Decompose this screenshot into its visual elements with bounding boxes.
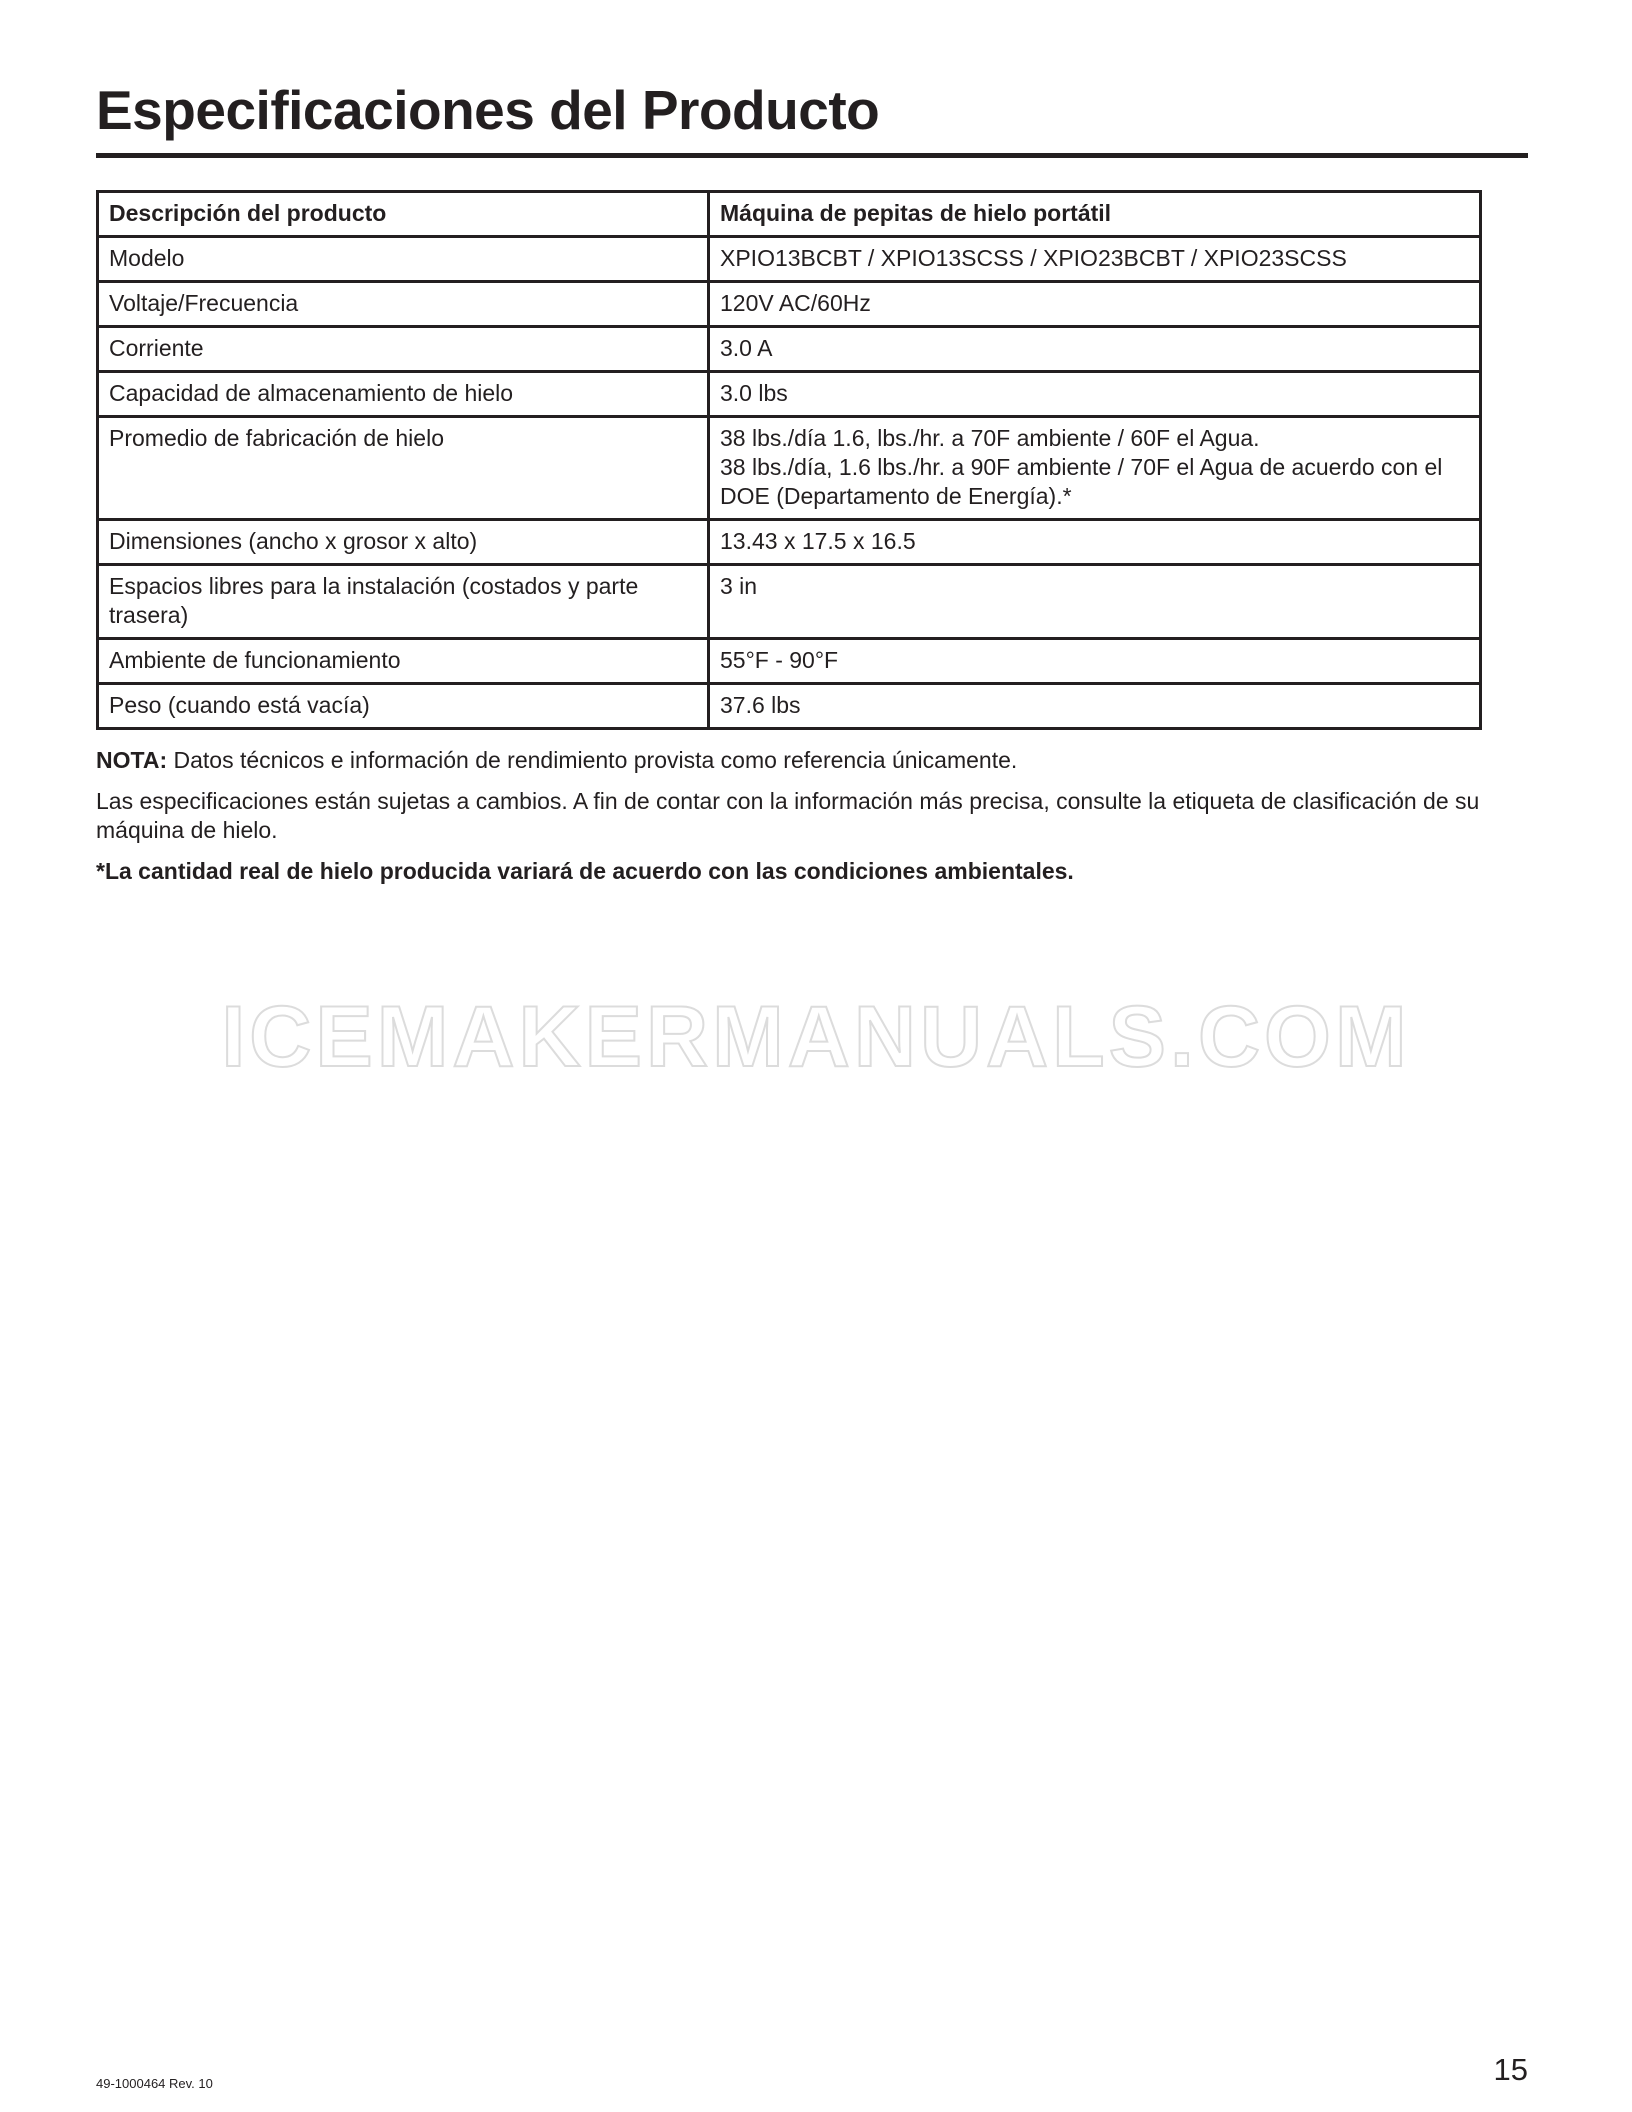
page-number: 15 — [1493, 2052, 1528, 2087]
header-label-cell: Descripción del producto — [98, 192, 709, 237]
table-row — [98, 372, 1481, 417]
spec-value-cell: 55°F - 90°F — [709, 639, 1481, 684]
spec-label-cell: Dimensiones (ancho x grosor x alto) — [98, 520, 709, 565]
notes-section — [96, 746, 1536, 898]
spec-value-cell: 3 in — [709, 565, 1481, 639]
table-row — [98, 684, 1481, 729]
nota-text: Datos técnicos e información de rendimiento provista como referencia únicamente. — [167, 747, 1018, 773]
spec-table — [96, 190, 1482, 730]
page-title: Especificaciones del Producto — [96, 79, 880, 141]
spec-value-cell: 38 lbs./día 1.6, lbs./hr. a 70F ambiente / 60F el Agua. 38 lbs./día, 1.6 lbs./hr. a 90F ambiente / 70F el Agua de acuerdo con el DOE (Departamento de Energía).* — [709, 417, 1481, 520]
footnote-paragraph: *La cantidad real de hielo producida variará de acuerdo con las condiciones ambientales. — [96, 858, 1074, 884]
table-row — [98, 639, 1481, 684]
table-row — [98, 520, 1481, 565]
spec-value-cell: 37.6 lbs — [709, 684, 1481, 729]
spec-label-cell: Modelo — [98, 237, 709, 282]
spec-value-cell: 3.0 lbs — [709, 372, 1481, 417]
table-row — [98, 282, 1481, 327]
spec-label-cell: Voltaje/Frecuencia — [98, 282, 709, 327]
spec-value-cell: XPIO13BCBT / XPIO13SCSS / XPIO23BCBT / XPIO23SCSS — [709, 237, 1481, 282]
spec-change-paragraph: Las especificaciones están sujetas a cambios. A fin de contar con la información más precisa, consulte la etiqueta de clasificación de su máquina de hielo. — [96, 788, 1480, 843]
nota-label: NOTA: — [96, 747, 168, 773]
nota-paragraph — [96, 746, 1536, 775]
table-row — [98, 237, 1481, 282]
spec-label-cell: Peso (cuando está vacía) — [98, 684, 709, 729]
table-row — [98, 565, 1481, 639]
spec-label-cell: Capacidad de almacenamiento de hielo — [98, 372, 709, 417]
table-row — [98, 327, 1481, 372]
doc-number: 49-1000464 Rev. 10 — [96, 2076, 213, 2091]
spec-value-cell: 13.43 x 17.5 x 16.5 — [709, 520, 1481, 565]
header-value-cell: Máquina de pepitas de hielo portátil — [709, 192, 1481, 237]
table-row — [98, 417, 1481, 520]
title-rule — [96, 153, 1528, 158]
spec-value-cell: 3.0 A — [709, 327, 1481, 372]
watermark: ICEMAKERMANUALS.COM — [221, 989, 1411, 1085]
spec-value-cell: 120V AC/60Hz — [709, 282, 1481, 327]
table-header-row — [98, 192, 1481, 237]
spec-label-cell: Ambiente de funcionamiento — [98, 639, 709, 684]
spec-label-cell: Espacios libres para la instalación (costados y parte trasera) — [98, 565, 709, 639]
spec-label-cell: Corriente — [98, 327, 709, 372]
spec-label-cell: Promedio de fabricación de hielo — [98, 417, 709, 520]
